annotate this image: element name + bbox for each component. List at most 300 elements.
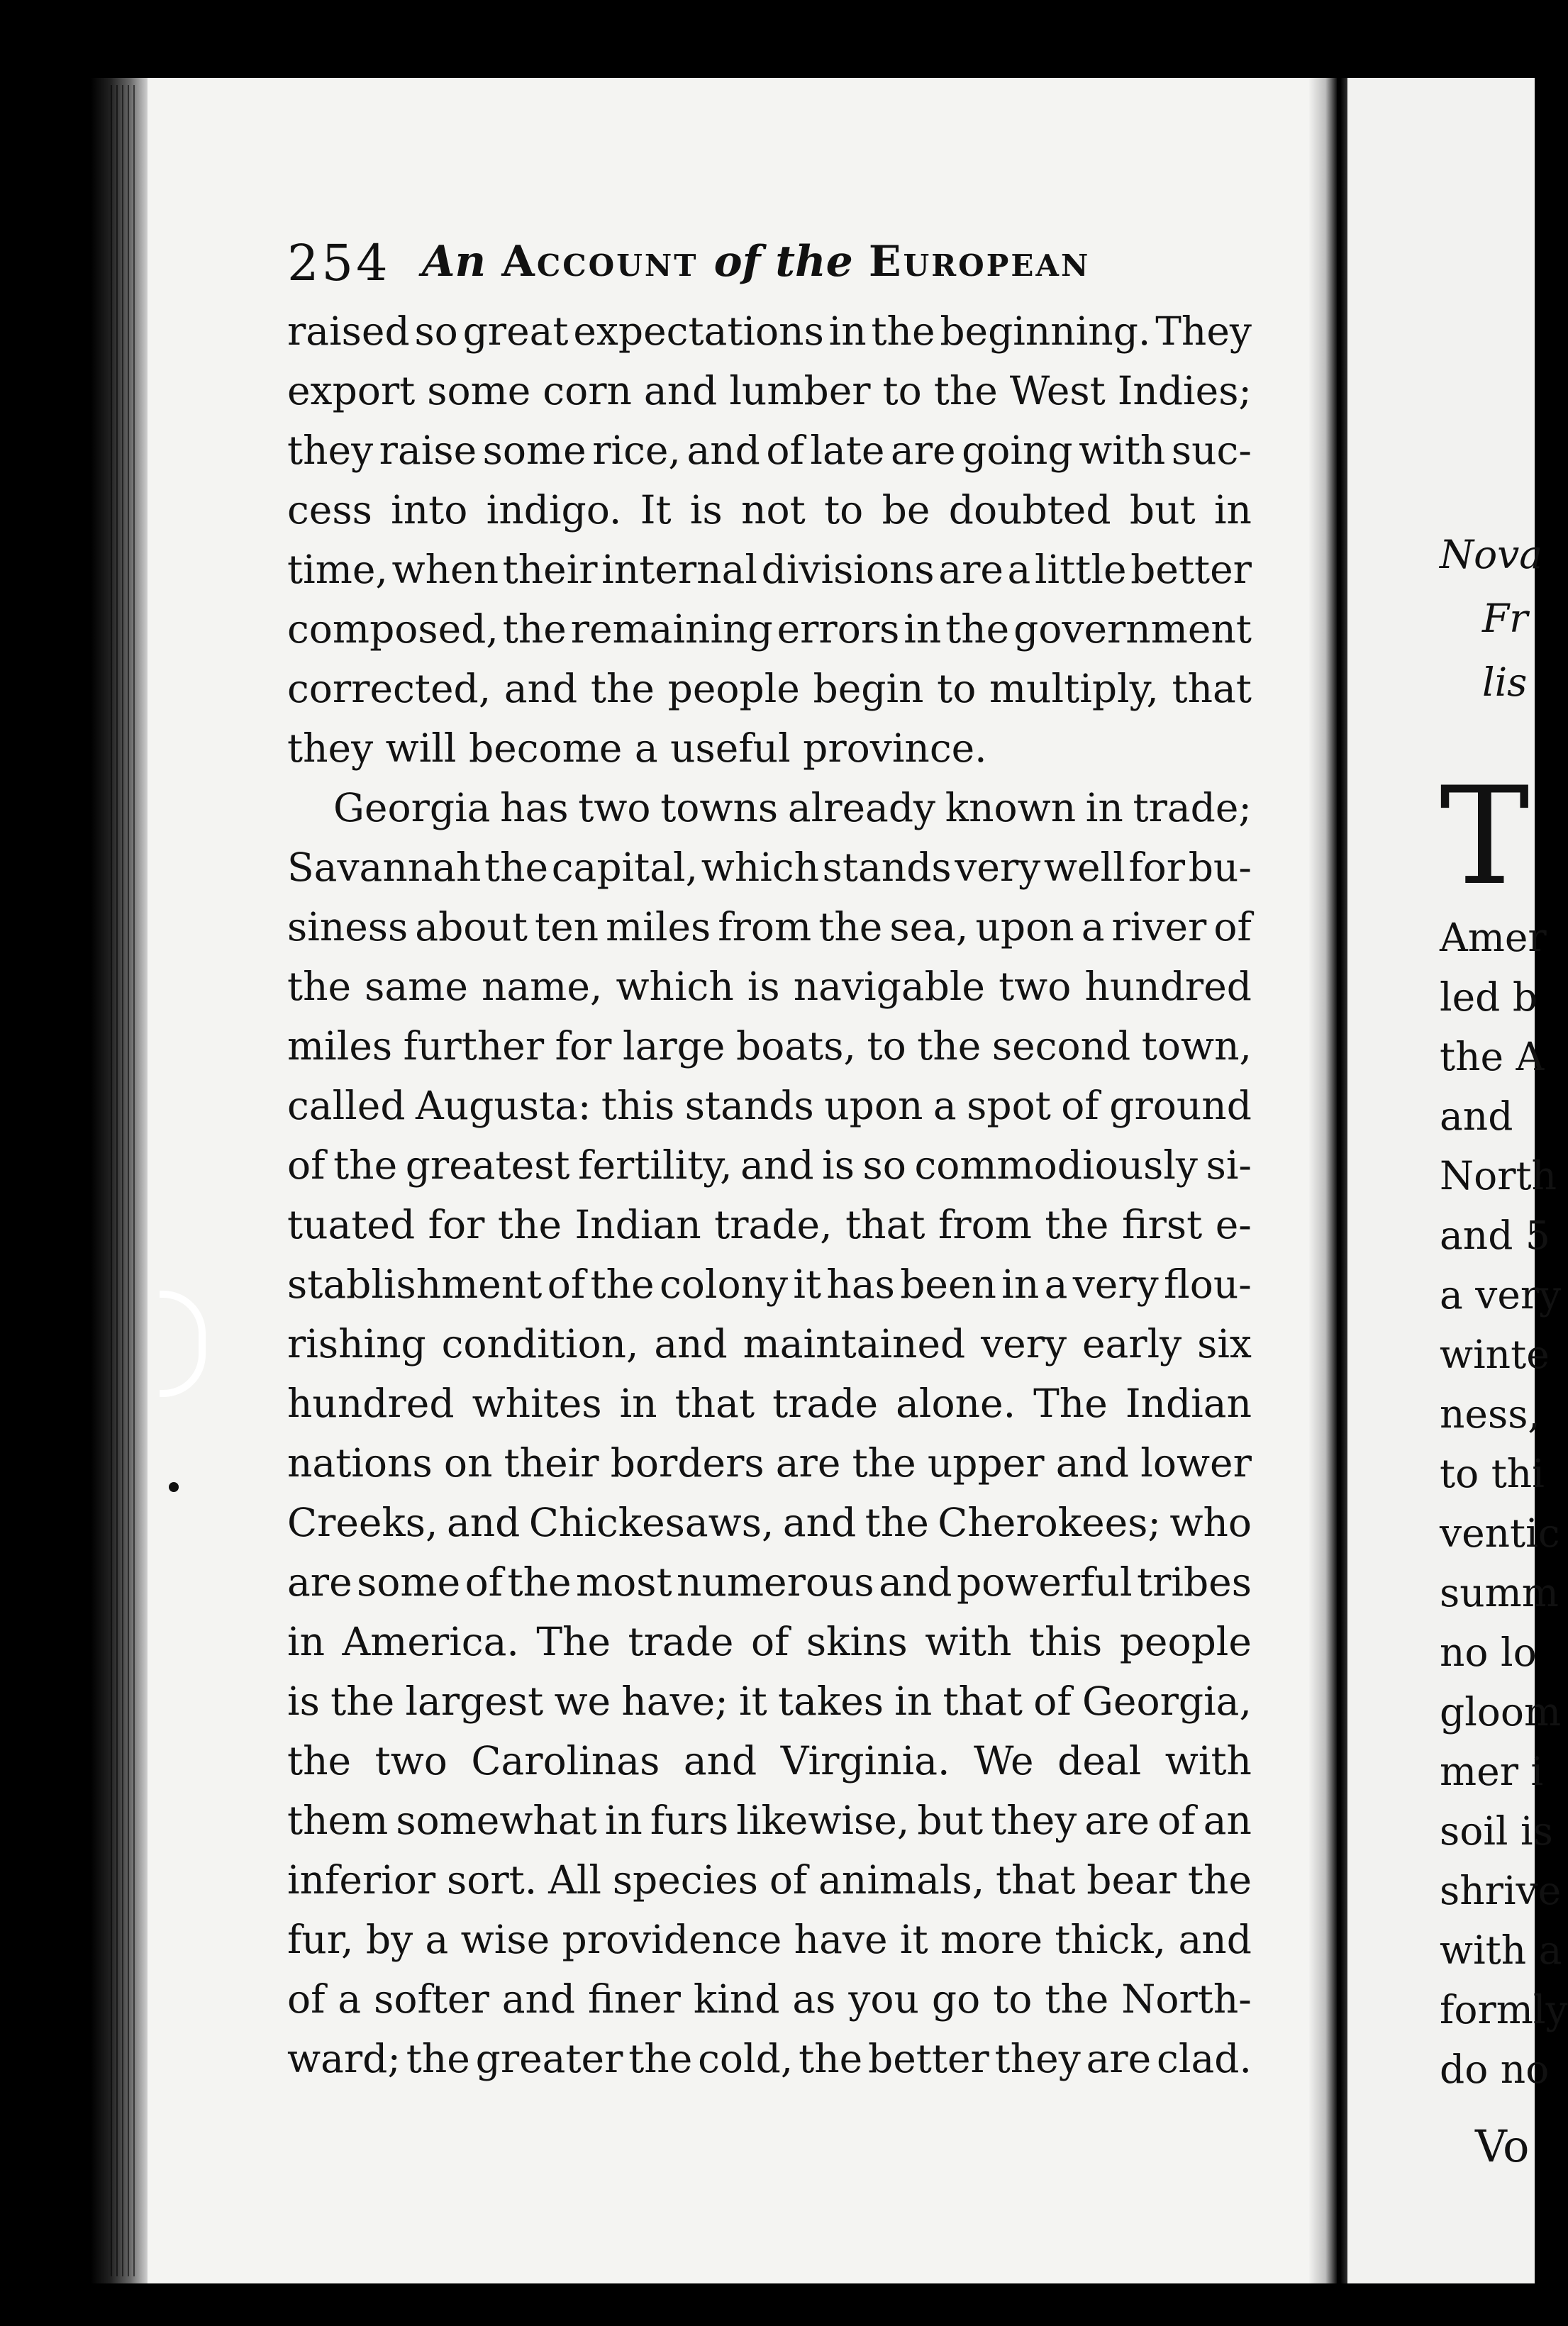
word: the — [333, 1142, 398, 1188]
word: well — [1043, 845, 1125, 890]
text-line — [287, 718, 1252, 778]
word: wise — [460, 1917, 550, 1962]
right-line: North — [1440, 1153, 1557, 1198]
word: errors — [777, 606, 900, 652]
right-line: gloom — [1440, 1689, 1562, 1735]
word: of — [1213, 904, 1252, 950]
word: the — [287, 1738, 352, 1784]
word: in — [1213, 487, 1252, 533]
word: divisions — [761, 547, 935, 592]
word: of — [287, 1976, 326, 2022]
word: Indian — [574, 1202, 701, 1247]
word: alone. — [896, 1381, 1016, 1426]
word: is — [747, 964, 780, 1009]
text-line — [287, 1612, 1252, 1671]
word: towns — [660, 785, 779, 830]
word: already — [787, 785, 936, 830]
word: bear — [1086, 1857, 1177, 1903]
word: tuated — [287, 1202, 416, 1247]
word: stands — [684, 1083, 814, 1128]
word: it — [739, 1679, 767, 1724]
word: and — [1055, 1440, 1130, 1486]
right-line: soil is — [1440, 1808, 1553, 1854]
word: go — [931, 1976, 981, 2022]
right-line: the A — [1440, 1034, 1545, 1079]
word: an — [1203, 1798, 1252, 1843]
word: spot — [967, 1083, 1051, 1128]
title-word-european: European — [868, 237, 1091, 286]
word: who — [1169, 1500, 1252, 1545]
text-line — [287, 1135, 1252, 1195]
title-of-the: of the — [713, 237, 853, 286]
text-line — [287, 1552, 1252, 1612]
word: Savannah — [287, 845, 482, 890]
word: numerous — [677, 1559, 874, 1605]
text-line — [287, 1076, 1252, 1135]
text-line — [287, 361, 1252, 421]
word: the — [628, 2036, 693, 2081]
word: upon — [975, 904, 1074, 950]
word: people — [1119, 1619, 1252, 1664]
right-line: winte — [1440, 1332, 1550, 1377]
text-line — [287, 2029, 1252, 2088]
word: in — [1001, 1262, 1040, 1307]
right-line: mer i — [1440, 1749, 1544, 1794]
word: the — [945, 606, 1010, 652]
word: skins — [806, 1619, 908, 1664]
word: better — [1130, 547, 1252, 592]
word: cold, — [698, 2036, 794, 2081]
text-line — [287, 957, 1252, 1016]
word: whites — [472, 1381, 602, 1426]
word: in — [828, 308, 867, 354]
word: the — [933, 368, 998, 413]
word: of — [287, 1142, 326, 1188]
word: ward; — [287, 2036, 401, 2081]
word: this — [601, 1083, 675, 1128]
word: deal — [1057, 1738, 1142, 1784]
word: in — [894, 1679, 933, 1724]
text-line — [287, 1731, 1252, 1791]
right-line: led b — [1440, 974, 1538, 1020]
word: that — [845, 1202, 925, 1247]
word: they — [287, 428, 374, 473]
text-line — [287, 778, 1252, 838]
word: suc- — [1171, 428, 1252, 473]
word: trade, — [714, 1202, 833, 1247]
word: lumber — [729, 368, 871, 413]
word: raised — [287, 308, 410, 354]
word: for — [1128, 845, 1186, 890]
right-line: ventic — [1440, 1510, 1560, 1556]
word: the — [507, 1559, 572, 1605]
word: doubted — [948, 487, 1111, 533]
text-line — [287, 599, 1252, 659]
word: the — [917, 1023, 982, 1069]
word: si- — [1206, 1142, 1252, 1188]
word: Chickesaws, — [528, 1500, 774, 1545]
word: that — [996, 1857, 1076, 1903]
word: Augusta: — [416, 1083, 591, 1128]
word: in — [903, 606, 942, 652]
word: bu- — [1188, 845, 1252, 890]
word: that — [674, 1381, 755, 1426]
word: are — [938, 547, 1003, 592]
word: river — [1111, 904, 1207, 950]
word: are — [890, 428, 956, 473]
word: softer — [374, 1976, 489, 2022]
right-line: with a — [1440, 1927, 1562, 1973]
word: into — [391, 487, 468, 533]
text-line — [287, 1910, 1252, 1969]
word: to — [824, 487, 864, 533]
text-line — [287, 838, 1252, 897]
word: of — [750, 1619, 789, 1664]
word: it — [899, 1917, 928, 1962]
word: same — [365, 964, 468, 1009]
word: to — [867, 1023, 906, 1069]
word: and — [446, 1500, 521, 1545]
word: as — [792, 1976, 836, 2022]
word: multiply, — [989, 666, 1159, 711]
word: hundred — [1084, 964, 1252, 1009]
word: They — [1155, 308, 1252, 354]
word: to — [937, 666, 977, 711]
word: a — [1044, 1262, 1068, 1307]
word: we — [554, 1679, 611, 1724]
page-edge-stack — [106, 85, 135, 2276]
right-catchword: Vo — [1475, 2120, 1530, 2172]
word: but — [1129, 487, 1196, 533]
word: further — [403, 1023, 545, 1069]
word: likewise, — [736, 1798, 910, 1843]
word: name, — [481, 964, 603, 1009]
word: the — [1045, 1976, 1109, 2022]
word: with — [1079, 428, 1166, 473]
word: is — [822, 1142, 855, 1188]
word: inferior — [287, 1857, 436, 1903]
right-line: to thi — [1440, 1451, 1545, 1496]
right-italic-line: lis — [1482, 660, 1528, 705]
word: the — [406, 2036, 470, 2081]
word: this — [1028, 1619, 1103, 1664]
word: when — [391, 547, 499, 592]
word: be — [882, 487, 930, 533]
word: which — [616, 964, 734, 1009]
text-line — [287, 1433, 1252, 1493]
word: flou- — [1164, 1262, 1252, 1307]
word: are — [1086, 2036, 1152, 2081]
text-line — [287, 1254, 1252, 1314]
right-line: summ — [1440, 1570, 1559, 1615]
word: six — [1197, 1321, 1252, 1367]
word: in — [287, 1619, 326, 1664]
word: from — [718, 904, 812, 950]
word: called — [287, 1083, 406, 1128]
word: their — [504, 1440, 599, 1486]
word: for — [428, 1202, 485, 1247]
word: and — [879, 1559, 952, 1605]
word: clad. — [1157, 2036, 1252, 2081]
word: is — [287, 1679, 320, 1724]
word: greatest — [405, 1142, 570, 1188]
word: a — [933, 1083, 957, 1128]
word: government — [1013, 606, 1252, 652]
word: Carolinas — [471, 1738, 660, 1784]
word: little — [1034, 547, 1127, 592]
word: The — [536, 1619, 611, 1664]
word: of — [465, 1559, 504, 1605]
word: them — [287, 1798, 389, 1843]
word: tribes — [1136, 1559, 1252, 1605]
right-page-fragment — [1347, 78, 1568, 2283]
word: more — [940, 1917, 1043, 1962]
right-italic-line: Fr — [1482, 596, 1528, 641]
word: colony — [659, 1262, 789, 1307]
word: are — [1084, 1798, 1150, 1843]
text-line — [287, 1850, 1252, 1910]
text-line — [287, 1671, 1252, 1731]
right-line: and — [1440, 1094, 1513, 1139]
word: of — [769, 1857, 808, 1903]
word: largest — [405, 1679, 544, 1724]
word: the — [590, 666, 655, 711]
word: siness — [287, 904, 408, 950]
word: they — [991, 1798, 1077, 1843]
text-line — [287, 1493, 1252, 1552]
word: that — [943, 1679, 1023, 1724]
word: that — [1172, 666, 1252, 711]
word: thick, — [1055, 1917, 1167, 1962]
word: going — [962, 428, 1073, 473]
word: maintained — [743, 1321, 966, 1367]
word: early — [1082, 1321, 1182, 1367]
word: has — [826, 1262, 895, 1307]
word: the — [484, 845, 549, 890]
word: people — [667, 666, 800, 711]
word: furs — [650, 1798, 729, 1843]
word: ground — [1109, 1083, 1252, 1128]
word: are — [287, 1559, 352, 1605]
word: so — [414, 308, 458, 354]
word: North- — [1121, 1976, 1252, 2022]
word: time, — [287, 547, 388, 592]
text-line — [287, 480, 1252, 540]
word: We — [974, 1738, 1034, 1784]
word: finer — [588, 1976, 681, 2022]
word: in — [604, 1798, 643, 1843]
word: stablishment — [287, 1262, 543, 1307]
word: very — [955, 845, 1041, 890]
title-word-account: Account — [501, 237, 699, 286]
word: on — [443, 1440, 493, 1486]
word: some — [357, 1559, 461, 1605]
word: and — [501, 1976, 576, 2022]
word: condition, — [441, 1321, 639, 1367]
word: better — [868, 2036, 989, 2081]
word: It — [640, 487, 672, 533]
text-line — [287, 897, 1252, 957]
word: of — [766, 428, 804, 473]
running-title — [422, 237, 1090, 286]
text-line — [287, 1374, 1252, 1433]
right-line: formly — [1440, 1987, 1568, 2032]
word: very — [1072, 1262, 1159, 1307]
word: and — [686, 428, 760, 473]
word: rishing — [287, 1321, 426, 1367]
word: kind — [693, 1976, 780, 2022]
word: very — [981, 1321, 1067, 1367]
word: some — [427, 368, 531, 413]
word: species — [612, 1857, 758, 1903]
word: and — [782, 1500, 857, 1545]
word: expectations — [573, 308, 824, 354]
word: have — [794, 1917, 888, 1962]
word: with — [925, 1619, 1012, 1664]
word: the — [864, 1500, 929, 1545]
word: commodiously — [914, 1142, 1199, 1188]
word: two — [999, 964, 1072, 1009]
word: corn — [543, 368, 632, 413]
page-fold-edge — [1308, 78, 1337, 2283]
word: the — [818, 904, 883, 950]
word: Georgia, — [1082, 1679, 1252, 1724]
word: and — [654, 1321, 728, 1367]
word: corrected, — [287, 666, 491, 711]
word: capital, — [551, 845, 699, 890]
word: the — [287, 964, 352, 1009]
word: the — [852, 1440, 916, 1486]
word: internal — [601, 547, 757, 592]
word: fur, — [287, 1917, 354, 1962]
right-line: do no — [1440, 2047, 1550, 2092]
word: their — [502, 547, 598, 592]
word: about — [415, 904, 528, 950]
word: the — [871, 308, 935, 354]
word: Indian — [1125, 1381, 1252, 1426]
word: powerful — [956, 1559, 1133, 1605]
right-line: shrive — [1440, 1868, 1562, 1913]
word: Virginia. — [780, 1738, 950, 1784]
title-prefix: An — [422, 237, 486, 286]
word: they — [994, 2036, 1081, 2081]
word: second — [991, 1023, 1131, 1069]
word: export — [287, 368, 416, 413]
text-line — [287, 1791, 1252, 1850]
word: of — [1061, 1083, 1099, 1128]
word: not — [741, 487, 806, 533]
line-text: they will become a useful province. — [287, 725, 987, 771]
word: borders — [610, 1440, 764, 1486]
word: upon — [824, 1083, 923, 1128]
word: a — [425, 1917, 449, 1962]
word: somewhat — [396, 1798, 597, 1843]
word: nations — [287, 1440, 433, 1486]
ink-spot — [169, 1482, 179, 1492]
word: and — [683, 1738, 757, 1784]
word: the — [799, 2036, 863, 2081]
word: America. — [342, 1619, 519, 1664]
word: begin — [813, 666, 924, 711]
word: Indies; — [1117, 368, 1252, 413]
word: two — [578, 785, 651, 830]
word: in — [619, 1381, 657, 1426]
word: navigable — [793, 964, 985, 1009]
text-line — [287, 1969, 1252, 2029]
word: most — [576, 1559, 672, 1605]
word: great — [462, 308, 569, 354]
word: takes — [777, 1679, 884, 1724]
word: sea, — [889, 904, 969, 950]
word: miles — [606, 904, 711, 950]
word: hundred — [287, 1381, 455, 1426]
text-line — [287, 301, 1252, 361]
word: in — [1085, 785, 1123, 830]
word: lower — [1140, 1440, 1252, 1486]
right-line: no lo — [1440, 1630, 1537, 1675]
text-line — [287, 1314, 1252, 1374]
word: a — [1081, 904, 1105, 950]
drop-cap: T — [1440, 758, 1530, 915]
body-text — [287, 301, 1252, 2088]
word: West — [1009, 368, 1106, 413]
word: first — [1121, 1202, 1203, 1247]
word: trade; — [1133, 785, 1252, 830]
word: sort. — [447, 1857, 538, 1903]
page-number: 254 — [287, 234, 391, 292]
word: from — [938, 1202, 1032, 1247]
word: Georgia — [333, 785, 491, 830]
word: fertility, — [578, 1142, 733, 1188]
word: indigo. — [486, 487, 622, 533]
text-line — [287, 1195, 1252, 1254]
word: and — [1178, 1917, 1252, 1962]
word: remaining — [570, 606, 773, 652]
word: two — [374, 1738, 447, 1784]
word: rice, — [592, 428, 681, 473]
word: known — [945, 785, 1077, 830]
word: The — [1033, 1381, 1108, 1426]
word: trade — [772, 1381, 879, 1426]
running-header — [287, 227, 1252, 305]
word: so — [862, 1142, 906, 1188]
word: it — [793, 1262, 822, 1307]
word: the — [330, 1679, 395, 1724]
right-line: a very — [1440, 1272, 1562, 1318]
word: composed, — [287, 606, 499, 652]
text-line — [287, 540, 1252, 599]
word: of — [1033, 1679, 1072, 1724]
word: been — [900, 1262, 996, 1307]
word: stands — [822, 845, 952, 890]
word: and — [740, 1142, 814, 1188]
word: the — [1187, 1857, 1252, 1903]
text-line — [287, 421, 1252, 480]
word: Creeks, — [287, 1500, 438, 1545]
text-line — [287, 1016, 1252, 1076]
word: animals, — [818, 1857, 985, 1903]
word: of — [1157, 1798, 1196, 1843]
word: has — [500, 785, 569, 830]
word: ten — [534, 904, 599, 950]
word: but — [917, 1798, 984, 1843]
word: a — [338, 1976, 362, 2022]
text-line — [287, 659, 1252, 718]
word: town, — [1141, 1023, 1252, 1069]
word: some — [482, 428, 586, 473]
word: upper — [927, 1440, 1045, 1486]
word: which — [701, 845, 820, 890]
